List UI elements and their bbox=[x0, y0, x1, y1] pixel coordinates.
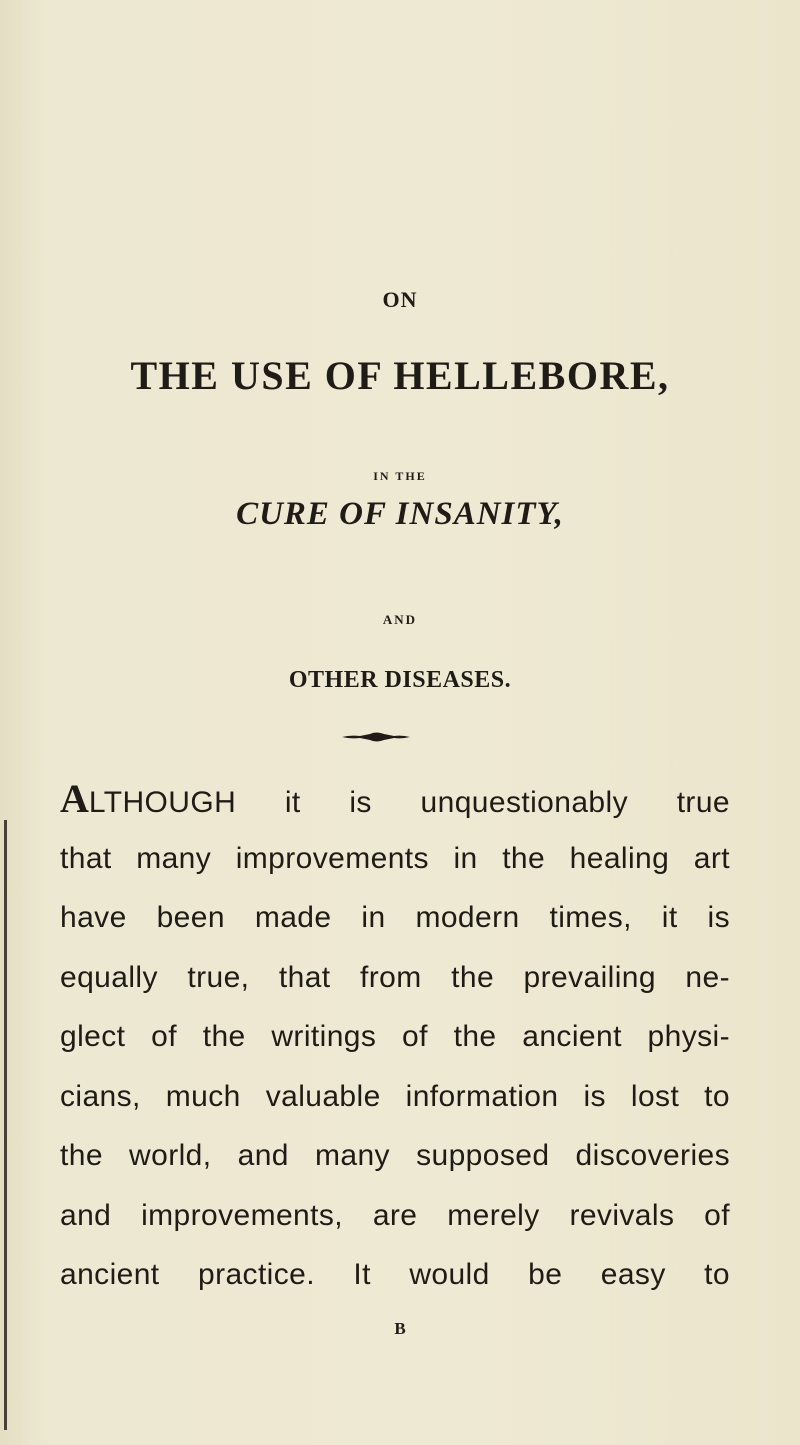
main-title: THE USE OF HELLEBORE, bbox=[130, 353, 670, 398]
heading-other-diseases: OTHER DISEASES. bbox=[288, 667, 512, 693]
body-line: cians, much valuable information is lost to bbox=[60, 1079, 730, 1113]
body-line: ancient practice. It would be easy to bbox=[60, 1258, 730, 1291]
body-line: that many improvements in the healing art bbox=[60, 841, 730, 875]
subtitle: CURE OF INSANITY, bbox=[236, 496, 564, 532]
signature-mark: B bbox=[394, 1319, 406, 1338]
body-line-text: LTHOUGH it is unquestionably true bbox=[88, 786, 730, 819]
body-line: and improvements, are merely revivals of bbox=[60, 1198, 730, 1232]
heading-on: ON bbox=[382, 287, 418, 312]
body-paragraph bbox=[60, 769, 730, 1305]
body-line: the world, and many supposed discoveries bbox=[60, 1139, 730, 1172]
body-line: have been made in modern times, it is bbox=[60, 901, 730, 934]
body-line bbox=[60, 769, 730, 829]
body-line: glect of the writings of the ancient physi- bbox=[60, 1020, 730, 1053]
body-line: equally true, that from the prevailing ne- bbox=[60, 960, 730, 994]
heading-and: AND bbox=[382, 612, 418, 627]
heading-in-the: IN THE bbox=[373, 469, 427, 483]
printers-ornament-icon bbox=[340, 730, 412, 744]
drop-cap: A bbox=[60, 776, 89, 821]
